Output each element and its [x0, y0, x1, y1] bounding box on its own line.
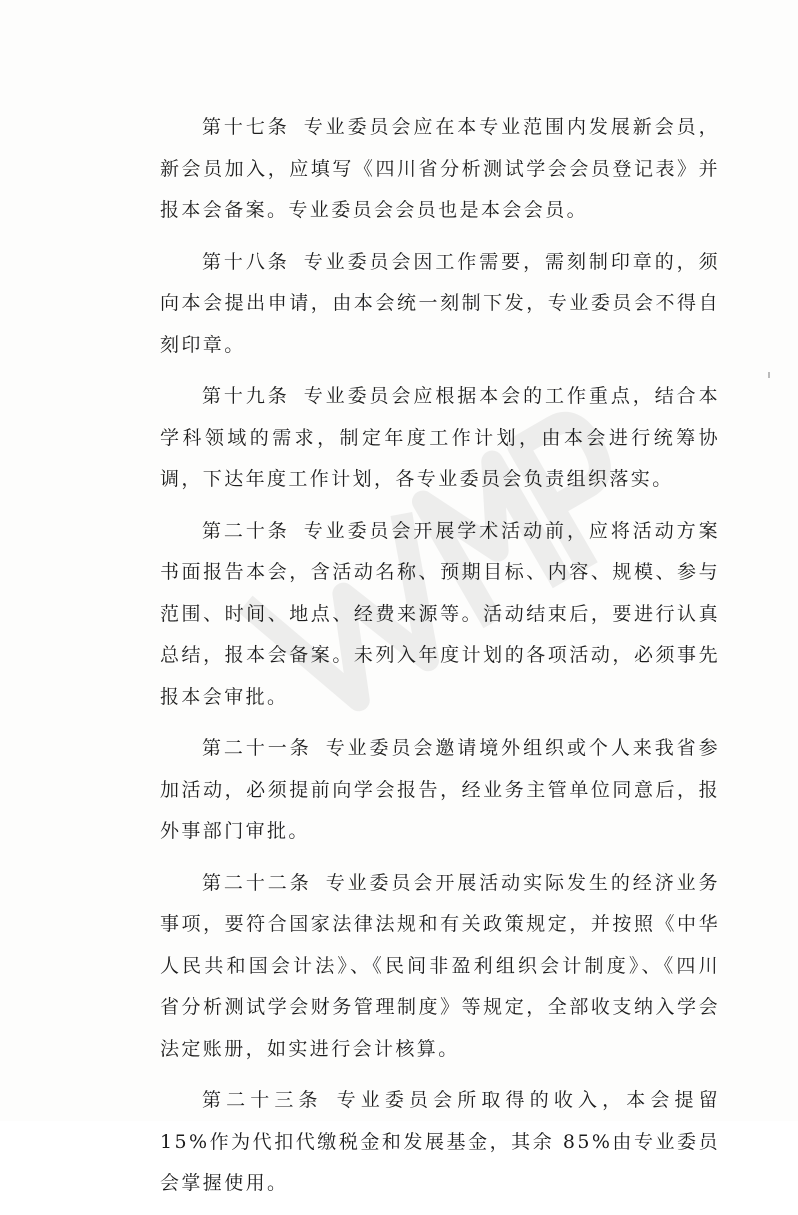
article-number: 第二十二条: [202, 871, 312, 894]
article-17: [160, 107, 720, 232]
article-list: [160, 107, 720, 1215]
article-20: [160, 511, 720, 719]
article-21: [160, 728, 720, 853]
article-22: [160, 863, 720, 1071]
article-number: 第十七条: [202, 116, 290, 138]
article-number: 第二十三条: [202, 1089, 323, 1111]
article-number: 第二十一条: [202, 737, 312, 759]
article-23: [160, 1080, 720, 1205]
article-text: 专业委员会开展活动实际发生的经济业务事项，要符合国家法律法规和有关政策规定，并按照《中华人民共和国会计法》、《民间非盈利组织会计制度》、《四川省分析测试学会财务管理制度》等规定，全部收支纳入学会法定账册，如实进行会计核算。: [160, 871, 720, 1060]
scan-edge-mark: [768, 372, 770, 378]
article-18: [160, 242, 720, 367]
article-text: 专业委员会应根据本会的工作重点，结合本学科领域的需求，制定年度工作计划，由本会进行统筹协调，下达年度工作计划，各专业委员会负责组织落实。: [160, 385, 720, 490]
article-number: 第十九条: [202, 385, 290, 407]
article-text: 专业委员会所取得的收入，本会提留 15%作为代扣代缴税金和发展基金，其余 85%由专业委员会掌握使用。: [160, 1089, 720, 1194]
article-19: [160, 376, 720, 501]
article-text: 专业委员会应在本专业范围内发展新会员，新会员加入，应填写《四川省分析测试学会会员登记表》并报本会备案。专业委员会会员也是本会会员。: [160, 116, 720, 221]
article-text: 专业委员会邀请境外组织或个人来我省参加活动，必须提前向学会报告，经业务主管单位同意后，报外事部门审批。: [160, 737, 720, 842]
article-number: 第十八条: [202, 250, 290, 273]
article-text: 专业委员会因工作需要，需刻制印章的，须向本会提出申请，由本会统一刻制下发，专业委员会不得自刻印章。: [160, 250, 720, 356]
article-number: 第二十条: [202, 519, 290, 542]
article-text: 专业委员会开展学术活动前，应将活动方案书面报告本会，含活动名称、预期目标、内容、规模、参与范围、时间、地点、经费来源等。活动结束后，要进行认真总结，报本会备案。未列入年度计划的各项活动，必须事先报本会审批。: [160, 519, 720, 708]
